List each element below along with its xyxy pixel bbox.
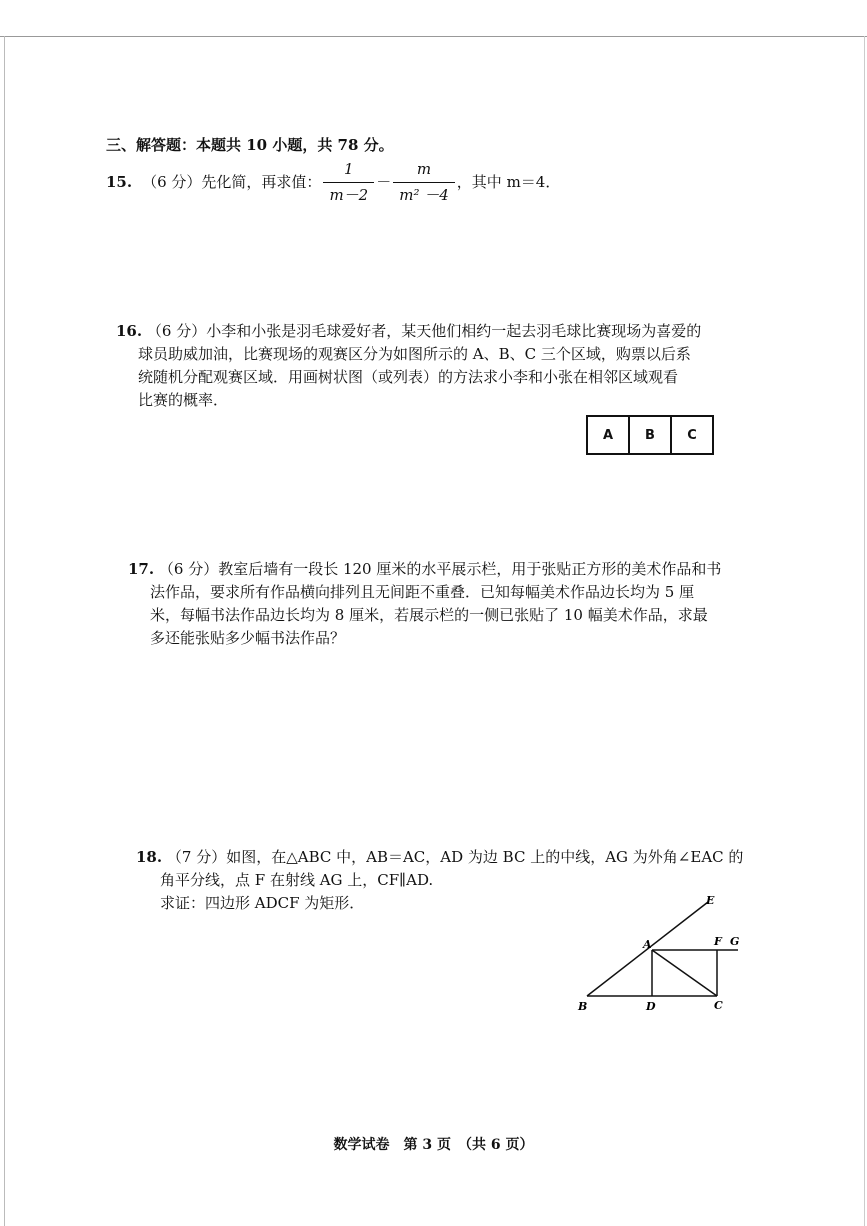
question-15-number: 15. [106, 172, 133, 191]
question-18-line-3: 求证：四边形 ADCF 为矩形． [160, 894, 365, 912]
zone-b-box: B [628, 415, 672, 455]
page-footer: 数学试卷 第 3 页 （共 6 页） [333, 1137, 534, 1153]
label-g: G [730, 935, 740, 948]
question-16-line-1: （6 分）小李和小张是羽毛球爱好者，某天他们相约一起去羽毛球比赛现场为喜爱的 [146, 322, 702, 340]
fraction-2-denominator: m² －4 [399, 185, 449, 204]
label-e: E [706, 894, 715, 907]
minus-sign: － [376, 172, 392, 191]
label-d: D [646, 1000, 656, 1013]
question-16-line-2: 球员助威加油，比赛现场的观赛区分为如图所示的 A、B、C 三个区域，购票以后系 [138, 345, 691, 363]
question-15-tail: ，其中 m＝4． [456, 172, 561, 191]
label-a: A [643, 938, 652, 951]
question-17 [128, 558, 721, 650]
fraction-1-denominator: m－2 [329, 185, 369, 204]
geometry-figure [570, 890, 750, 1020]
question-18-number: 18. [136, 848, 163, 866]
question-17-line-1: （6 分）教室后墙有一段长 120 厘米的水平展示栏，用于张贴正方形的美术作品和书 [158, 560, 722, 578]
question-18-line-2: 角平分线，点 F 在射线 AG 上，CF∥AD. [160, 871, 434, 889]
top-border-line [0, 36, 867, 37]
label-c: C [714, 999, 723, 1012]
question-16-line-4: 比赛的概率． [138, 391, 229, 409]
question-15-lead: （6 分）先化简，再求值： [142, 172, 322, 191]
question-18-line-1: （7 分）如图，在△ABC 中，AB＝AC，AD 为边 BC 上的中线，AG 为外角∠EAC 的 [166, 848, 744, 866]
fraction-2 [393, 158, 455, 207]
question-17-line-4: 多还能张贴多少幅书法作品？ [150, 629, 346, 647]
label-b: B [578, 1000, 588, 1013]
question-17-line-3: 米，每幅书法作品边长均为 8 厘米，若展示栏的一侧已张贴了 10 幅美术作品，求最 [150, 606, 708, 624]
fraction-1 [323, 158, 374, 207]
question-16-line-3: 统随机分配观赛区域．用画树状图（或列表）的方法求小李和小张在相邻区域观看 [138, 368, 679, 386]
right-border-line [864, 36, 865, 1226]
question-16-number: 16. [116, 322, 143, 340]
fraction-1-numerator: 1 [323, 158, 374, 183]
segment-ac [652, 950, 717, 996]
zone-a-box: A [586, 415, 630, 455]
zone-c-box: C [670, 415, 714, 455]
question-15 [106, 159, 561, 204]
fraction-2-numerator: m [393, 158, 455, 183]
question-17-number: 17. [128, 560, 155, 578]
seating-zone-diagram [588, 415, 714, 455]
question-17-line-2: 法作品，要求所有作品横向排列且无间距不重叠．已知每幅美术作品边长均为 5 厘 [150, 583, 695, 601]
left-border-line [4, 36, 5, 1226]
label-f: F [714, 935, 722, 948]
section-heading: 三、解答题：本题共 10 小题，共 78 分。 [106, 136, 394, 154]
question-16 [116, 320, 701, 412]
